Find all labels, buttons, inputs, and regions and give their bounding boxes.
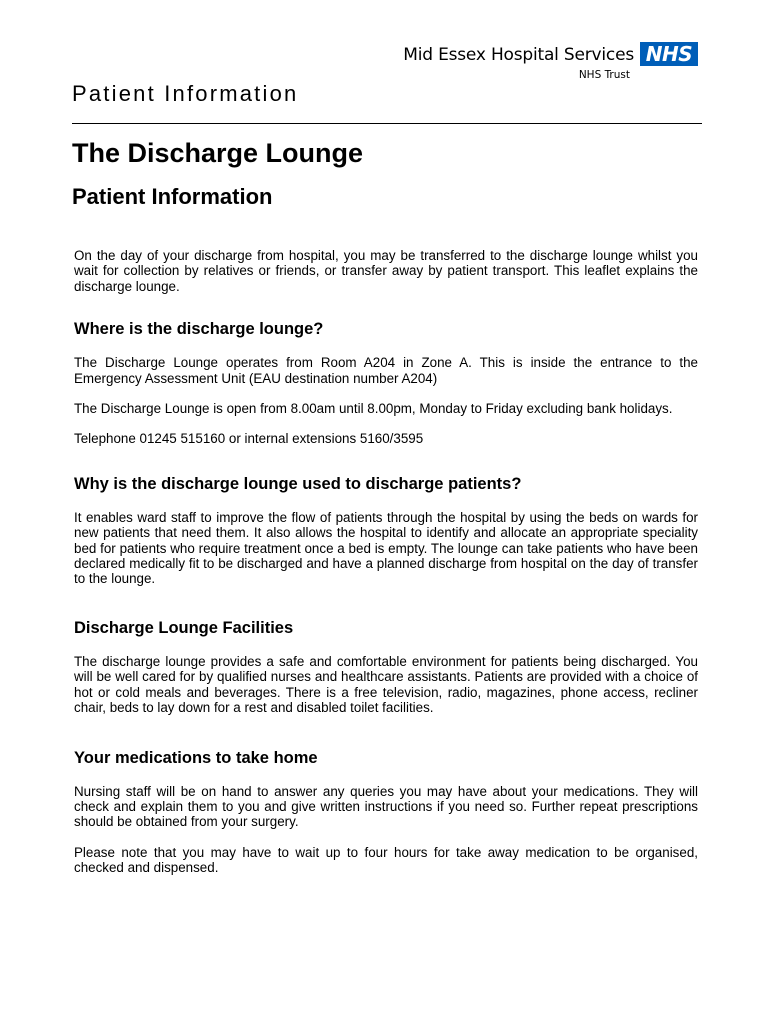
section-paragraph: The Discharge Lounge operates from Room A204 in Zone A. This is inside the entrance to the Emergency Assessment Unit (EAU destination number A204): [74, 355, 698, 386]
section-heading-medications: Your medications to take home: [74, 748, 318, 767]
section-paragraph: Please note that you may have to wait up to four hours for take away medication to be organised, checked and dispensed.: [74, 844, 698, 876]
telephone-paragraph: Telephone 01245 515160 or internal extensions 5160/3595: [74, 431, 424, 447]
section-paragraph: Nursing staff will be on hand to answer any queries you may have about your medications. They will check and explain them to you and give written instructions if you need so. Further repeat prescriptions should be obtained from your surgery.: [74, 783, 698, 830]
organisation-block: [300, 44, 634, 82]
nhs-logo: NHS: [640, 42, 698, 66]
intro-paragraph: On the day of your discharge from hospital, you may be transferred to the discharge lounge whilst you wait for collection by relatives or friends, or transfer away by patient transport. This leaflet explains the discharge lounge.: [74, 248, 698, 294]
header-label: Patient Information: [72, 81, 299, 106]
header-divider: [72, 123, 702, 124]
document-subtitle: Patient Information: [72, 184, 273, 209]
organisation-trust: NHS Trust: [578, 69, 630, 81]
organisation-name: Mid Essex Hospital Services: [403, 45, 634, 65]
section-paragraph: The Discharge Lounge is open from 8.00am until 8.00pm, Monday to Friday excluding bank holidays.: [74, 401, 673, 417]
document-body: [74, 248, 698, 876]
section-heading-facilities: Discharge Lounge Facilities: [74, 618, 294, 637]
section-heading-why: Why is the discharge lounge used to discharge patients?: [74, 474, 522, 493]
section-paragraph: The discharge lounge provides a safe and comfortable environment for patients being discharged. You will be well cared for by qualified nurses and healthcare assistants. Patients are provided with a choice of hot or cold meals and beverages. There is a free television, radio, magazines, phone access, recliner chair, beds to lay down for a rest and disabled toilet facilities.: [74, 653, 698, 716]
section-heading-where: Where is the discharge lounge?: [74, 320, 324, 339]
document-title: The Discharge Lounge: [72, 138, 364, 168]
section-paragraph: It enables ward staff to improve the flow of patients through the hospital by using the beds on wards for new patients that need them. It also allows the hospital to identify and allocate an appropriate speciality bed for patients who require treatment once a bed is empty. The lounge can take patients who have been declared medically fit to be discharged and have a planned discharge from hospital on the day of transfer to the lounge.: [74, 509, 698, 587]
